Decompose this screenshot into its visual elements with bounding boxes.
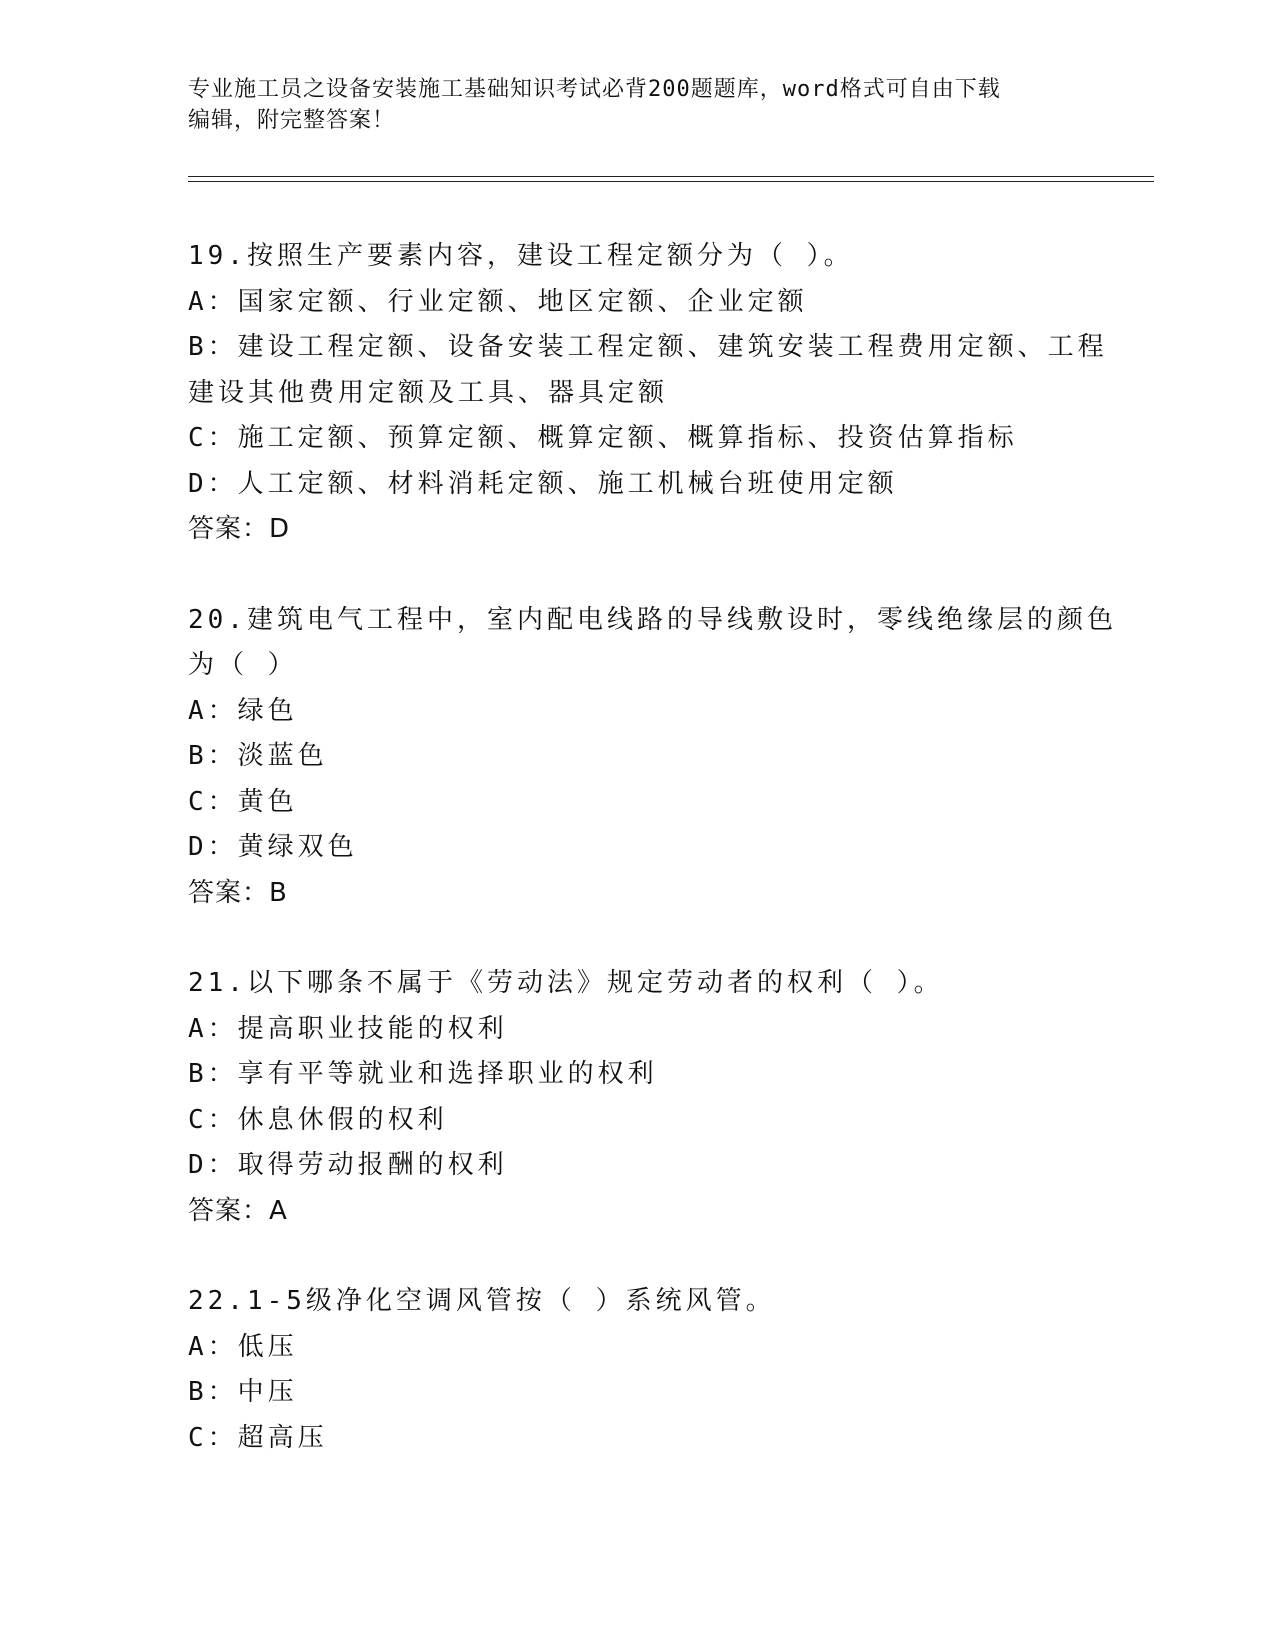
question-list — [188, 234, 1117, 1506]
header-divider-top — [188, 176, 1154, 177]
answer-key: 答案：B — [188, 877, 288, 908]
answer-option: C：施工定额、预算定额、概算定额、概算指标、投资估算指标 — [188, 423, 1018, 453]
document-header — [188, 74, 1068, 136]
question-stem: 21.以下哪条不属于《劳动法》规定劳动者的权利（ ）。 — [188, 968, 944, 998]
header-line-2: 编辑，附完整答案！ — [188, 108, 396, 133]
answer-option: C：黄色 — [188, 786, 298, 817]
header-line-1: 专业施工员之设备安装施工基础知识考试必背200题题库，word格式可自由下载 — [188, 77, 1001, 102]
question-stem: 19.按照生产要素内容，建设工程定额分为（ ）。 — [188, 241, 854, 271]
question-stem: 20.建筑电气工程中，室内配电线路的导线敷设时，零线绝缘层的颜色 — [188, 604, 1117, 635]
answer-option: A：绿色 — [188, 695, 298, 726]
question-stem: 为（ ） — [188, 650, 298, 680]
answer-option: C：休息休假的权利 — [188, 1104, 448, 1135]
header-divider-bottom — [188, 181, 1154, 182]
answer-option: B：建设工程定额、设备安装工程定额、建筑安装工程费用定额、工程 — [188, 332, 1108, 362]
question-block — [188, 1279, 1088, 1461]
answer-option: A：国家定额、行业定额、地区定额、企业定额 — [188, 286, 808, 317]
answer-key: 答案：D — [188, 514, 291, 544]
answer-option: D：人工定额、材料消耗定额、施工机械台班使用定额 — [188, 468, 898, 499]
answer-option: C：超高压 — [188, 1422, 328, 1453]
question-block — [188, 598, 1117, 917]
answer-option: B：中压 — [188, 1377, 298, 1407]
answer-key: 答案：A — [188, 1195, 288, 1226]
answer-option: B：享有平等就业和选择职业的权利 — [188, 1059, 658, 1089]
answer-option: D：黄绿双色 — [188, 832, 358, 862]
question-stem: 22.1-5级净化空调风管按（ ）系统风管。 — [188, 1286, 776, 1316]
answer-option: A：低压 — [188, 1331, 298, 1362]
answer-option: D：取得劳动报酬的权利 — [188, 1150, 508, 1180]
answer-option: B：淡蓝色 — [188, 741, 328, 771]
question-block — [188, 961, 1088, 1234]
answer-option: A：提高职业技能的权利 — [188, 1013, 508, 1044]
question-block — [188, 234, 1108, 553]
answer-option: 建设其他费用定额及工具、器具定额 — [188, 377, 669, 408]
